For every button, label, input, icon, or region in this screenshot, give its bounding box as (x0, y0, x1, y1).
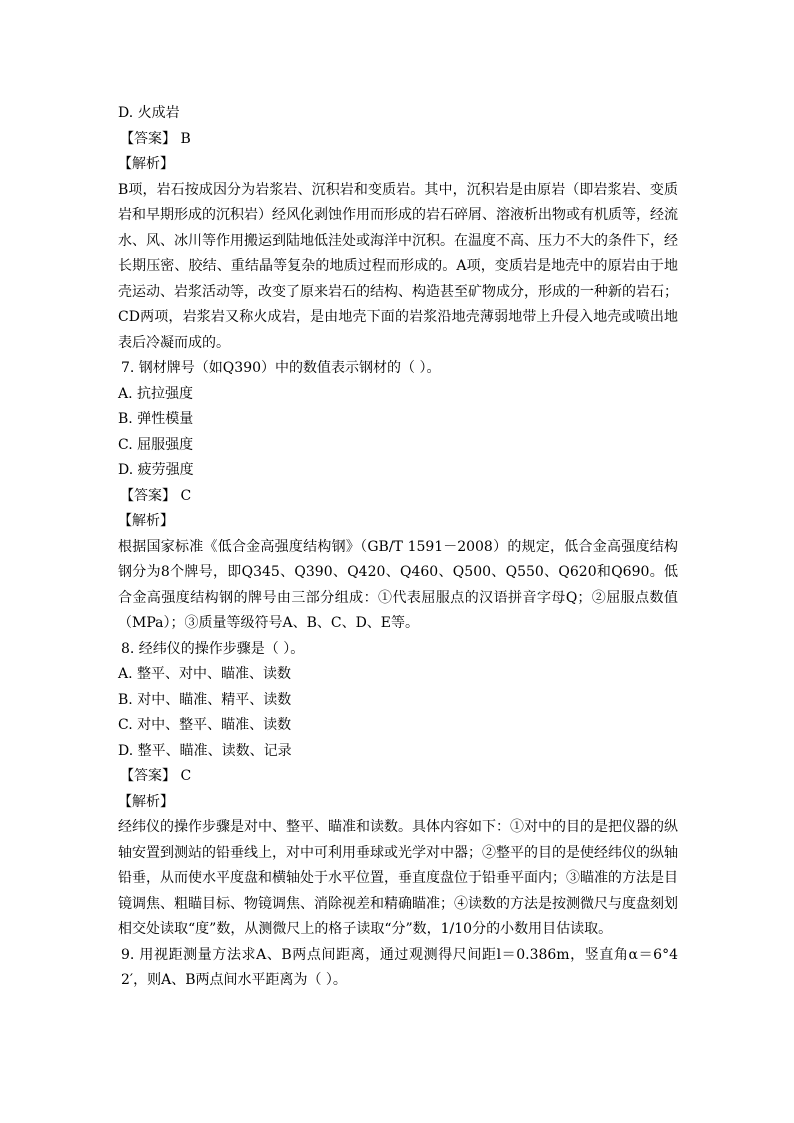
q6-analysis-label: 【解析】 (118, 156, 174, 172)
q8-option-b: B. 对中、瞄准、精平、读数 (118, 691, 292, 708)
q7-option-c: C. 屈服强度 (118, 436, 194, 453)
q8-option-c: C. 对中、整平、瞄准、读数 (118, 717, 292, 733)
q7-option-d: D. 疲劳强度 (118, 462, 194, 478)
q9-question: 9. 用视距测量方法求A、B两点间距离，通过观测得尺间距l＝0.386m，竖直角α＝6°42′，则A、B两点间水平距离为（ ）。 (121, 946, 678, 988)
document-page (118, 101, 678, 994)
q8-option-d: D. 整平、瞄准、读数、记录 (118, 742, 292, 759)
q7-option-b: B. 弹性模量 (118, 411, 194, 427)
q8-analysis: 经纬仪的操作步骤是对中、整平、瞄准和读数。具体内容如下：①对中的目的是把仪器的纵轴安置到测站的铅垂线上，对中可利用垂球或光学对中器；②整平的目的是使经纬仪的纵轴铅垂，从而使水平度盘和横轴处于水平位置，垂直度盘位于铅垂平面内；③瞄准的方法是目镜调焦、粗瞄目标、物镜调焦、消除视差和精确瞄准；④读数的方法是按测微尺与度盘刻划相交处读取“度”数，从测微尺上的格子读取“分”数，1/10分的小数用目估读取。 (118, 819, 678, 937)
q8-question: 8. 经纬仪的操作步骤是（ ）。 (121, 640, 305, 657)
q7-analysis-label: 【解析】 (118, 513, 174, 529)
q7-option-a: A. 抗拉强度 (118, 385, 194, 402)
q7-question: 7. 钢材牌号（如Q390）中的数值表示钢材的（ ）。 (121, 360, 441, 376)
q6-analysis: B项，岩石按成因分为岩浆岩、沉积岩和变质岩。其中，沉积岩是由原岩（即岩浆岩、变质岩和早期形成的沉积岩）经风化剥蚀作用而形成的岩石碎屑、溶液析出物或有机质等，经流水、风、冰川等作用搬运到陆地低洼处或海洋中沉积。在温度不高、压力不大的条件下，经长期压密、胶结、重结晶等复杂的地质过程而形成的。A项，变质岩是地壳中的原岩由于地壳运动、岩浆活动等，改变了原来岩石的结构、构造甚至矿物成分，形成的一种新的岩石；CD两项，岩浆岩又称火成岩，是由地壳下面的岩浆沿地壳薄弱地带上升侵入地壳或喷出地表后冷凝而成的。 (118, 181, 678, 351)
q6-answer: 【答案】 B (120, 130, 191, 147)
q8-option-a: A. 整平、对中、瞄准、读数 (118, 666, 292, 682)
q7-analysis: 根据国家标准《低合金高强度结构钢》（GB/T 1591－2008）的规定，低合金高强度结构钢分为8个牌号，即Q345、Q390、Q420、Q460、Q500、Q550、Q620和Q690。低合金高强度结构钢的牌号由三部分组成：①代表屈服点的汉语拼音字母Q；②屈服点数值（MPa）；③质量等级符号A、B、C、D、E等。 (118, 538, 678, 631)
q8-analysis-label: 【解析】 (118, 793, 174, 810)
q7-answer: 【答案】 C (120, 487, 192, 504)
q6-option-d: D. 火成岩 (118, 105, 180, 121)
q8-answer: 【答案】 C (120, 768, 192, 784)
